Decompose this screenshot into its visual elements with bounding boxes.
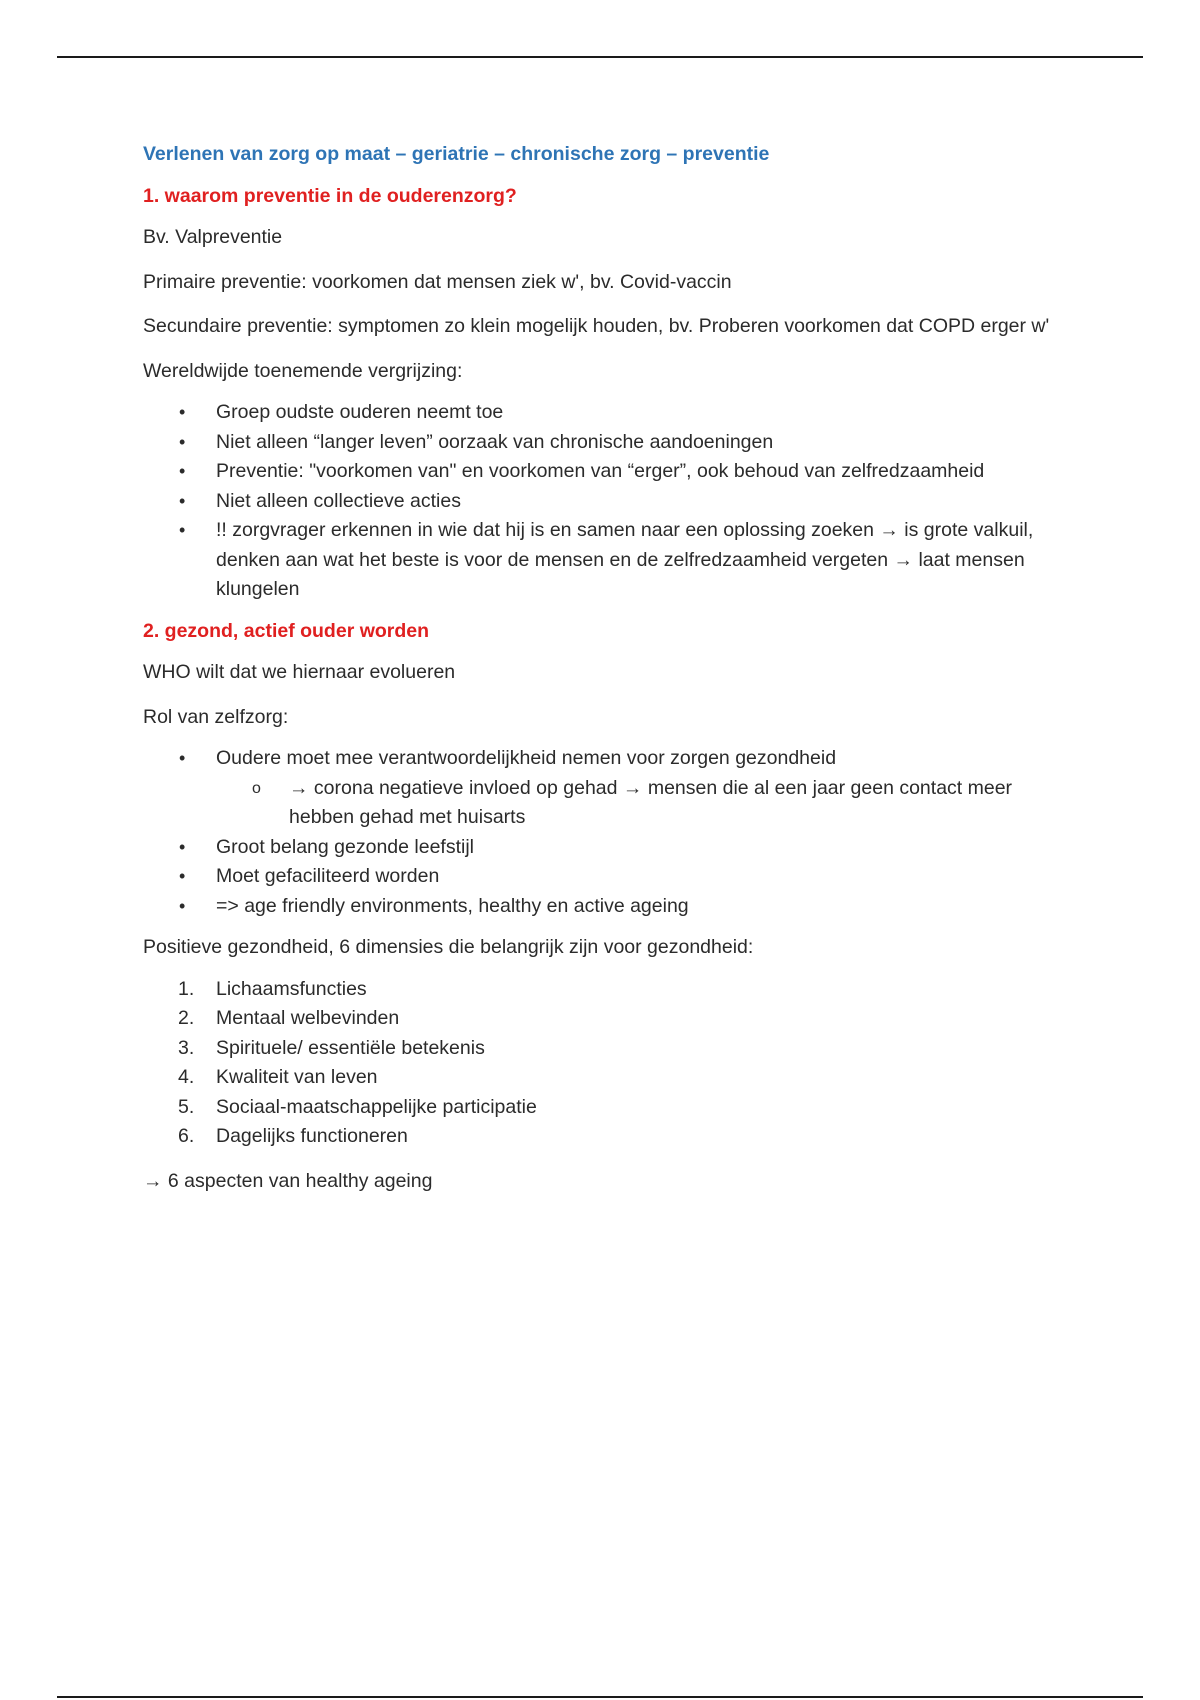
list-item — [143, 457, 1078, 487]
bullet-marker: • — [179, 520, 186, 540]
list-item — [143, 892, 1078, 922]
list-item-text: Spirituele/ essentiële betekenis — [216, 1036, 485, 1059]
list-item — [143, 744, 1078, 833]
numbered-list-dimensions — [143, 975, 1078, 1152]
list-item — [143, 428, 1078, 458]
bullet-marker: • — [179, 866, 186, 886]
list-item-text: Oudere moet mee verantwoordelijkheid nemen voor zorgen gezondheid — [216, 747, 837, 769]
paragraph: Rol van zelfzorg: — [143, 705, 289, 728]
number-marker: 5. — [178, 1095, 195, 1118]
list-item-text: => age friendly environments, healthy en active ageing — [216, 894, 689, 917]
list-item — [143, 862, 1078, 892]
list-item-text: Sociaal-maatschappelijke participatie — [216, 1095, 537, 1118]
list-item-text: Moet gefaciliteerd worden — [216, 865, 440, 887]
number-marker: 1. — [178, 977, 195, 1000]
list-item — [143, 398, 1078, 428]
bullet-marker: • — [179, 431, 186, 452]
list-item — [143, 1004, 1078, 1034]
paragraph: Wereldwijde toenemende vergrijzing: — [143, 359, 463, 382]
list-item — [143, 1034, 1078, 1064]
number-marker: 4. — [178, 1066, 195, 1088]
number-marker: 6. — [178, 1125, 195, 1147]
bullet-marker: • — [179, 748, 186, 768]
list-item — [143, 833, 1078, 863]
bullet-list-selfcare — [143, 744, 1078, 921]
header-rule — [57, 56, 1143, 58]
section-heading-1: 1. waarom preventie in de ouderenzorg? — [143, 184, 517, 207]
number-marker: 2. — [178, 1007, 195, 1029]
list-item — [143, 516, 1078, 605]
sub-list-item-text: → corona negatieve invloed op gehad → mensen die al een jaar geen contact meer hebben gehad met huisarts — [289, 776, 1013, 828]
list-item-text: Niet alleen collectieve acties — [216, 489, 461, 512]
list-item-text: !! zorgvrager erkennen in wie dat hij is en samen naar een oplossing zoeken → is grote valkuil, denken aan wat het beste is voor de mensen en de zelfredzaamheid vergeten → laat mensen klungelen — [216, 519, 1034, 600]
list-item-text: Groot belang gezonde leefstijl — [216, 835, 475, 858]
list-item-text: Groep oudste ouderen neemt toe — [216, 401, 504, 423]
list-item-text: Preventie: "voorkomen van" en voorkomen van “erger”, ook behoud van zelfredzaamheid — [216, 460, 985, 482]
list-item-text: Niet alleen “langer leven” oorzaak van chronische aandoeningen — [216, 430, 774, 453]
document-title: Verlenen van zorg op maat – geriatrie – chronische zorg – preventie — [143, 143, 770, 165]
list-item-text: Mentaal welbevinden — [216, 1007, 400, 1029]
footer-rule — [57, 1696, 1143, 1698]
bullet-marker: • — [179, 490, 186, 511]
number-marker: 3. — [178, 1036, 195, 1059]
list-item-text: Dagelijks functioneren — [216, 1125, 408, 1147]
list-item — [143, 487, 1078, 517]
paragraph: Secundaire preventie: symptomen zo klein mogelijk houden, bv. Proberen voorkomen dat COPD erger w' — [143, 315, 1050, 337]
paragraph: WHO wilt dat we hiernaar evolueren — [143, 661, 456, 683]
bullet-marker: • — [179, 895, 186, 916]
list-item-text: Lichaamsfuncties — [216, 977, 367, 1000]
paragraph: Bv. Valpreventie — [143, 226, 283, 248]
list-item-text: Kwaliteit van leven — [216, 1066, 378, 1088]
sub-list — [216, 774, 1078, 833]
paragraph: Primaire preventie: voorkomen dat mensen ziek w', bv. Covid-vaccin — [143, 270, 732, 293]
section-heading-2: 2. gezond, actief ouder worden — [143, 619, 430, 642]
sub-bullet-marker: o — [252, 779, 261, 797]
list-item — [143, 1063, 1078, 1093]
list-item — [143, 1093, 1078, 1123]
paragraph: Positieve gezondheid, 6 dimensies die belangrijk zijn voor gezondheid: — [143, 936, 754, 958]
bullet-marker: • — [179, 402, 186, 422]
bullet-list-ageing — [143, 398, 1078, 605]
list-item — [143, 1122, 1078, 1152]
list-item — [143, 975, 1078, 1005]
document-body — [143, 140, 1078, 1211]
sub-list-item — [216, 774, 1078, 833]
bullet-marker: • — [179, 461, 186, 481]
bullet-marker: • — [179, 836, 186, 857]
closing-line: → 6 aspecten van healthy ageing — [143, 1169, 433, 1192]
